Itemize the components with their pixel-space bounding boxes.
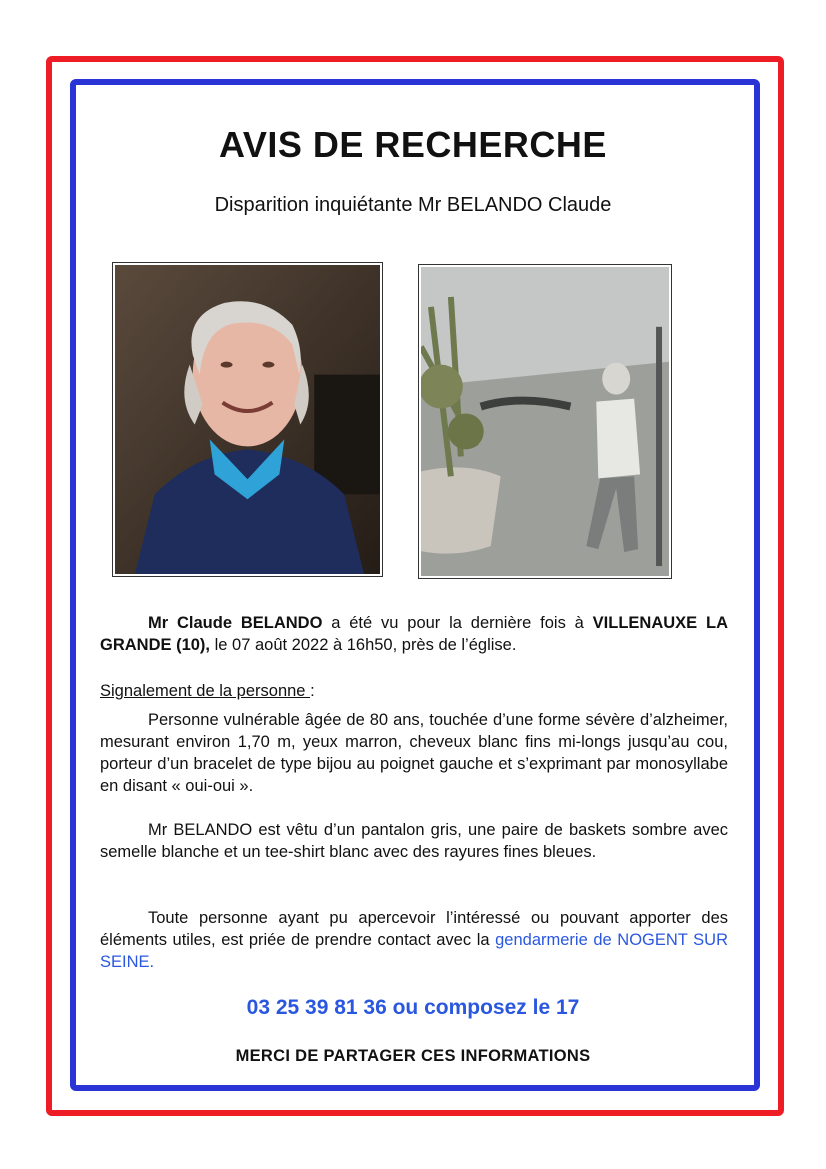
contact-paragraph: [100, 907, 728, 973]
phone-number[interactable]: 03 25 39 81 36 ou composez le 17: [246, 996, 580, 1019]
share-message: MERCI DE PARTAGER CES INFORMATIONS: [235, 1047, 591, 1065]
surveillance-photo: [418, 264, 672, 579]
intro-text-1: a été vu pour la dernière fois à: [322, 614, 593, 632]
page-title: AVIS DE RECHERCHE: [219, 124, 607, 165]
last-seen-place: VILLENAUXE LA GRANDE (10),: [100, 614, 729, 654]
description-label-colon: :: [310, 682, 315, 700]
portrait-image: [115, 265, 380, 574]
contact-text: Toute personne ayant pu apercevoir l’intéressé ou pouvant apporter des éléments utiles, est priée de prendre contact avec la: [100, 909, 728, 949]
page-subtitle: Disparition inquiétante Mr BELANDO Claude: [214, 194, 612, 216]
description-label: [100, 680, 728, 702]
intro-paragraph: [100, 612, 728, 656]
clothing-paragraph: Mr BELANDO est vêtu d’un pantalon gris, une paire de baskets sombre avec semelle blanche et un tee-shirt blanc avec des rayures fines bleues.: [100, 821, 728, 861]
description-paragraph: Personne vulnérable âgée de 80 ans, touchée d’une forme sévère d’alzheimer, mesurant environ 1,70 m, yeux marron, cheveux blanc fins mi-longs jusqu’au cou, porteur d’un bracelet de type bijou au poignet gauche et s’exprimant par monosyllabe en disant « oui-oui ».: [100, 711, 728, 795]
person-name: Mr Claude BELANDO: [148, 614, 323, 632]
gendarmerie-link[interactable]: gendarmerie de NOGENT SUR SEINE.: [100, 931, 728, 971]
surveillance-image: [421, 267, 669, 576]
intro-text-2: le 07 août 2022 à 16h50, près de l’église.: [210, 636, 517, 654]
portrait-photo: [112, 262, 383, 577]
description-label-text: Signalement de la personne: [100, 682, 311, 700]
